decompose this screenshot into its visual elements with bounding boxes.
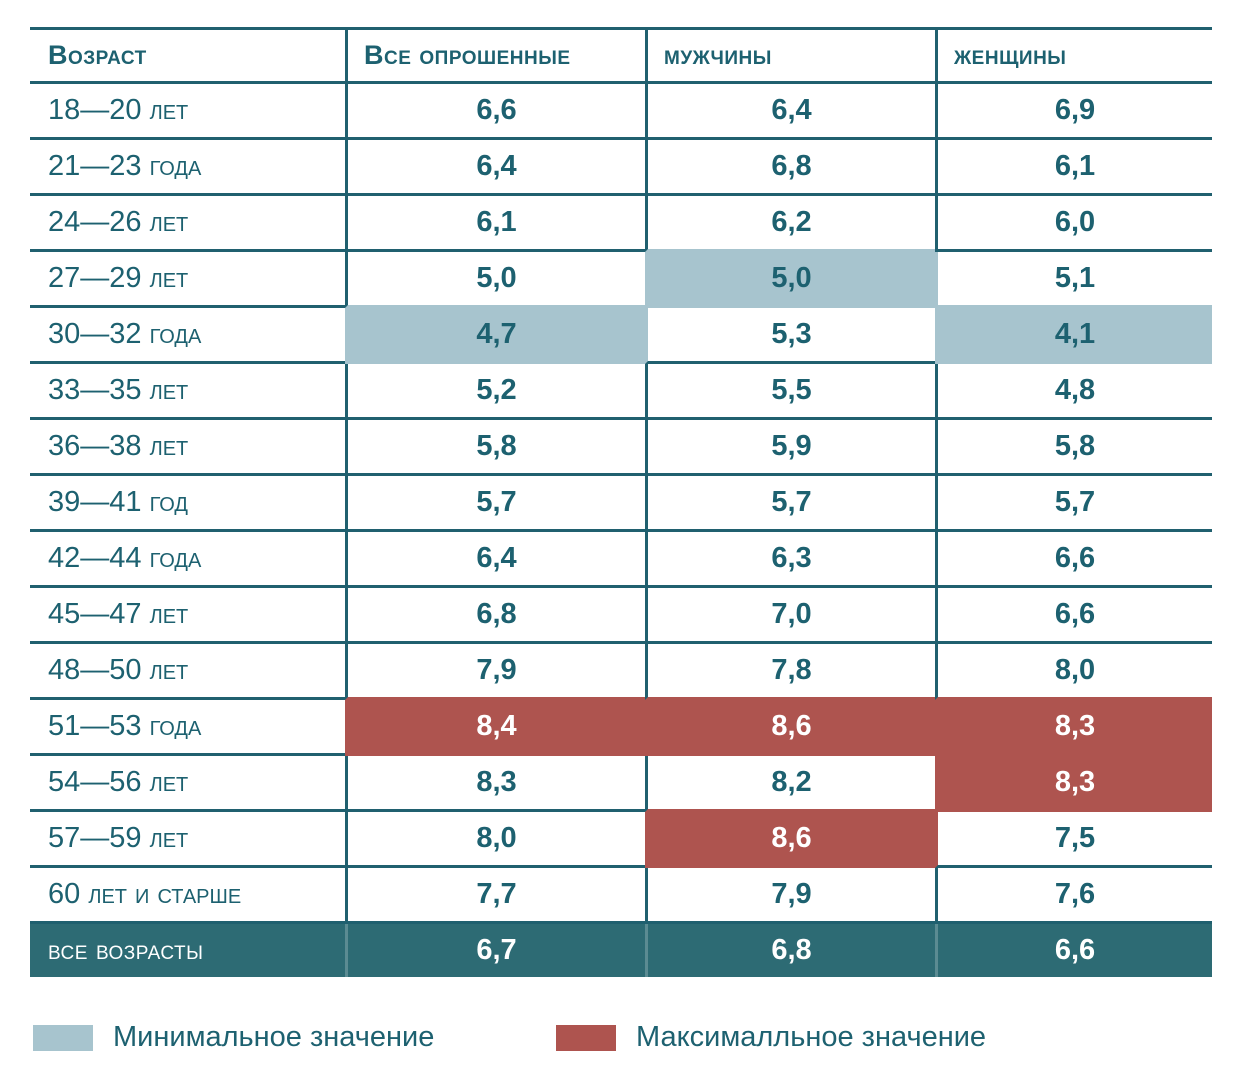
value-cell: 6,2 [645,196,935,252]
age-group-label: 30—32 года [30,308,345,364]
age-group-label: 42—44 года [30,532,345,588]
table-row [30,532,1212,588]
table-row [30,252,1212,308]
value-cell: 5,5 [645,364,935,420]
age-group-label: 48—50 лет [30,644,345,700]
min-value-swatch [33,1025,93,1051]
value-cell: 6,4 [345,532,645,588]
column-header-women: женщины [935,27,1212,84]
table-row [30,588,1212,644]
value-cell: 6,6 [345,84,645,140]
age-group-label: 36—38 лет [30,420,345,476]
value-cell: 5,7 [345,476,645,532]
value-cell: 5,7 [645,476,935,532]
legend-label-max: Максималльное значение [636,1021,987,1053]
age-group-label: 60 лет и старше [30,868,345,924]
legend [30,1021,1255,1054]
table-row [30,868,1212,924]
legend-label-min: Минимальное значение [113,1021,435,1053]
value-cell: 6,6 [935,532,1212,588]
legend-item-max [556,1021,986,1054]
summary-value-women: 6,6 [935,924,1212,977]
table-row [30,364,1212,420]
summary-row [30,924,1212,977]
value-cell: 7,8 [645,644,935,700]
age-group-label: 57—59 лет [30,812,345,868]
value-cell: 5,1 [935,252,1212,308]
value-cell: 6,0 [935,196,1212,252]
table-row [30,644,1212,700]
value-cell: 8,3 [345,756,645,812]
value-cell: 6,4 [645,84,935,140]
value-cell: 6,8 [645,140,935,196]
column-header-age: Возраст [30,27,345,84]
table-row [30,756,1212,812]
table-header [30,27,1212,84]
header-row [30,27,1212,84]
value-cell: 8,6 [645,700,935,756]
age-group-label: 24—26 лет [30,196,345,252]
table-row [30,700,1212,756]
column-header-men: мужчины [645,27,935,84]
age-group-label: 39—41 год [30,476,345,532]
value-cell: 8,0 [935,644,1212,700]
value-cell: 8,4 [345,700,645,756]
value-cell: 5,8 [935,420,1212,476]
table-row [30,196,1212,252]
value-cell: 7,5 [935,812,1212,868]
value-cell: 7,9 [645,868,935,924]
value-cell: 7,0 [645,588,935,644]
age-group-label: 33—35 лет [30,364,345,420]
table-body [30,84,1212,924]
age-group-label: 51—53 года [30,700,345,756]
value-cell: 4,7 [345,308,645,364]
table-row [30,812,1212,868]
age-scores-table [30,27,1212,977]
value-cell: 5,3 [645,308,935,364]
table-row [30,308,1212,364]
value-cell: 8,0 [345,812,645,868]
value-cell: 5,0 [345,252,645,308]
summary-value-men: 6,8 [645,924,935,977]
value-cell: 8,6 [645,812,935,868]
value-cell: 6,1 [345,196,645,252]
age-group-label: 45—47 лет [30,588,345,644]
table-row [30,420,1212,476]
table-row [30,84,1212,140]
summary-label: все возрасты [30,924,345,977]
value-cell: 8,2 [645,756,935,812]
table-row [30,476,1212,532]
age-group-label: 54—56 лет [30,756,345,812]
column-header-all: Все опрошенные [345,27,645,84]
value-cell: 7,9 [345,644,645,700]
value-cell: 8,3 [935,700,1212,756]
max-value-swatch [556,1025,616,1051]
value-cell: 6,6 [935,588,1212,644]
value-cell: 5,0 [645,252,935,308]
age-group-label: 21—23 года [30,140,345,196]
value-cell: 6,9 [935,84,1212,140]
value-cell: 4,8 [935,364,1212,420]
legend-item-min [33,1021,556,1054]
value-cell: 4,1 [935,308,1212,364]
summary-value-all: 6,7 [345,924,645,977]
value-cell: 7,7 [345,868,645,924]
value-cell: 6,1 [935,140,1212,196]
value-cell: 6,8 [345,588,645,644]
age-group-label: 27—29 лет [30,252,345,308]
value-cell: 8,3 [935,756,1212,812]
value-cell: 7,6 [935,868,1212,924]
value-cell: 6,4 [345,140,645,196]
value-cell: 6,3 [645,532,935,588]
value-cell: 5,2 [345,364,645,420]
value-cell: 5,8 [345,420,645,476]
value-cell: 5,7 [935,476,1212,532]
age-group-label: 18—20 лет [30,84,345,140]
value-cell: 5,9 [645,420,935,476]
table-row [30,140,1212,196]
